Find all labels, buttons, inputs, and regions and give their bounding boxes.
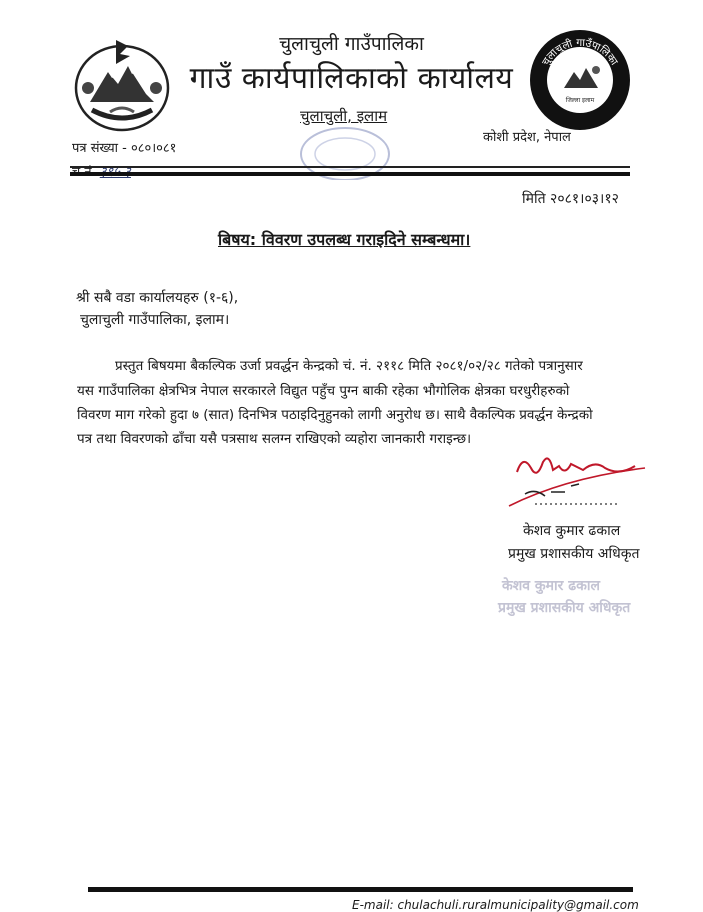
office-title: गाउँ कार्यपालिकाको कार्यालय bbox=[189, 61, 514, 96]
recipient-line-1: श्री सबै वडा कार्यालयहरु (१-६), bbox=[76, 290, 239, 306]
signatory-stamp-ghost bbox=[490, 576, 660, 626]
province-label: कोशी प्रदेश, नेपाल bbox=[483, 130, 571, 145]
signature-icon bbox=[495, 448, 655, 510]
dispatch-number bbox=[72, 162, 131, 180]
body-line-3: विवरण माग गरेको हुदा ७ (सात) दिनभित्र पठाइदिनुहुनको लागी अनुरोध छ। साथै वैकल्पिक प्रवर्द्धन केन्द्रको bbox=[77, 407, 593, 423]
footer-email: E-mail: chulachuli.ruralmunicipality@gmail.com bbox=[352, 898, 639, 912]
office-address: चुलाचुली, इलाम bbox=[300, 107, 388, 125]
body-line-1: प्रस्तुत बिषयमा बैकल्पिक उर्जा प्रवर्द्धन केन्द्रको चं. नं. २११८ मिति २०८१/०२/२८ गतेको पत्रानुसार bbox=[115, 358, 583, 374]
reference-number: पत्र संख्या - ०८०।०८१ bbox=[72, 141, 177, 156]
seal-outer-text: चुलाचुली गाउँपालिका bbox=[539, 36, 621, 68]
signatory-name: केशव कुमार ढकाल bbox=[523, 523, 621, 539]
stamp-ghost-name: केशव कुमार ढकाल bbox=[502, 578, 601, 594]
letter-subject: बिषय: विवरण उपलब्ध गराइदिने सम्बन्धमा। bbox=[218, 230, 471, 249]
municipality-name: चुलाचुली गाउँपालिका bbox=[279, 33, 424, 55]
header-divider-thin bbox=[70, 166, 630, 168]
signatory-title: प्रमुख प्रशासकीय अधिकृत bbox=[508, 546, 640, 562]
seal-center-text: जिल्ला इलाम bbox=[565, 97, 595, 104]
stamp-ghost-title: प्रमुख प्रशासकीय अधिकृत bbox=[498, 600, 631, 616]
faint-office-stamp-icon bbox=[285, 118, 405, 180]
body-line-2: यस गाउँपालिका क्षेत्रभित्र नेपाल सरकारले विद्युत पहुँच पुग्न बाकी रहेका भौगोलिक क्षेत्रका घरधुरीहरुको bbox=[77, 383, 570, 399]
body-line-4: पत्र तथा विवरणको ढाँचा यसै पत्रसाथ सलग्न राखिएको व्यहोरा जानकारी गराइन्छ। bbox=[77, 431, 472, 447]
recipient-line-2: चुलाचुली गाउँपालिका, इलाम। bbox=[80, 312, 230, 328]
footer-divider bbox=[88, 887, 633, 892]
letter-date: मिति २०८१।०३।१२ bbox=[522, 191, 619, 207]
header-divider-thick bbox=[70, 172, 630, 176]
